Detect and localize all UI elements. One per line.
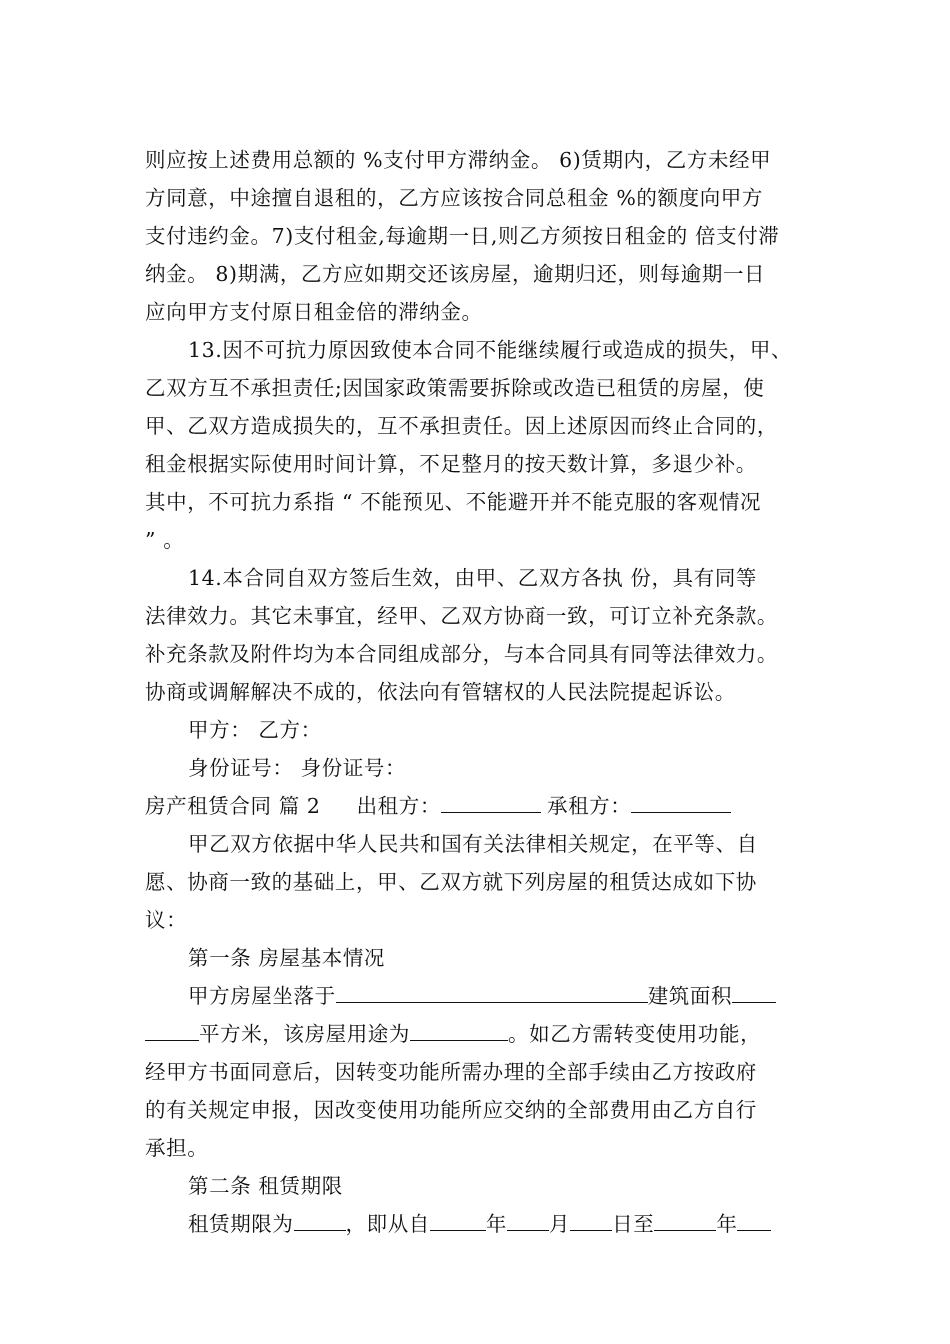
start-day-blank	[570, 1210, 612, 1231]
to-label: 日至	[612, 1212, 655, 1236]
location-line	[188, 982, 776, 1010]
signature-id-numbers: 身份证号： 身份证号：	[188, 756, 407, 780]
location-blank	[336, 982, 648, 1003]
end-month-blank	[737, 1210, 771, 1231]
text-line: 承担。	[145, 1136, 209, 1160]
text-line: 纳金。 8)期满，乙方应如期交还该房屋，逾期归还，则每逾期一日	[145, 262, 766, 286]
preamble-start: 甲乙双方依据中华人民共和国有关法律相关规定，在平等、自	[188, 832, 758, 856]
location-label: 甲方房屋坐落于	[188, 984, 336, 1008]
signature-parties: 甲方： 乙方：	[188, 718, 322, 742]
text-line: ” 。	[145, 528, 185, 552]
year-label-2: 年	[716, 1212, 738, 1236]
usage-label: 平方米，该房屋用途为	[199, 1022, 410, 1046]
floor-area-label: 建筑面积	[647, 984, 733, 1008]
article-2-heading: 第二条 租赁期限	[188, 1174, 343, 1198]
usage-change-text: 。如乙方需转变使用功能，	[508, 1022, 762, 1046]
lessee-label: 承租方：	[546, 794, 632, 818]
lessor-blank	[441, 792, 541, 813]
text-line: 补充条款及附件均为本合同组成部分，与本合同具有同等法律效力。	[145, 642, 778, 666]
term-label: 租赁期限为	[188, 1212, 294, 1236]
from-label: ，即从自	[345, 1212, 430, 1236]
start-year-blank	[430, 1210, 486, 1231]
term-blank	[294, 1210, 346, 1231]
text-line: 乙双方互不承担责任;因国家政策需要拆除或改造已租赁的房屋，使	[145, 376, 765, 400]
month-label: 月	[549, 1212, 571, 1236]
lessor-label: 出租方：	[356, 794, 441, 818]
clause-14-start: 14.本合同自双方签后生效，由甲、乙双方各执 份，具有同等	[188, 566, 758, 590]
text-line: 甲、乙双方造成损失的，互不承担责任。因上述原因而终止合同的，	[145, 414, 778, 438]
clause-13-start: 13.因不可抗力原因致使本合同不能继续履行或造成的损失，甲、	[188, 338, 793, 362]
text-line: 的有关规定申报，因改变使用功能所应交纳的全部费用由乙方自行	[145, 1098, 757, 1122]
article-1-heading: 第一条 房屋基本情况	[188, 946, 386, 970]
floor-area-blank	[732, 982, 776, 1003]
lessee-blank	[631, 792, 731, 813]
text-line: 协商或调解解决不成的，依法向有管辖权的人民法院提起诉讼。	[145, 680, 736, 704]
text-line: 支付违约金。7)支付租金,每逾期一日,则乙方须按日租金的 倍支付滞	[145, 224, 780, 248]
text-line: 应向甲方支付原日租金倍的滞纳金。	[145, 300, 483, 324]
text-line: 租金根据实际使用时间计算，不足整月的按天数计算，多退少补。	[145, 452, 757, 476]
text-line: 其中，不可抗力系指 “ 不能预见、不能避开并不能克服的客观情况	[145, 490, 762, 514]
text-line: 法律效力。其它未事宜，经甲、乙双方协商一致，可订立补充条款。	[145, 604, 778, 628]
text-line: 经甲方书面同意后，因转变功能所需办理的全部手续由乙方按政府	[145, 1060, 757, 1084]
text-line: 方同意，中途擅自退租的，乙方应该按合同总租金 %的额度向甲方	[145, 186, 763, 210]
end-year-blank	[654, 1210, 716, 1231]
floor-area-blank-cont	[145, 1020, 199, 1041]
lease-term-line	[188, 1210, 771, 1238]
year-label: 年	[485, 1212, 508, 1236]
usage-blank	[410, 1020, 508, 1041]
text-line: 议：	[145, 908, 188, 932]
text-line: 则应按上述费用总额的 %支付甲方滞纳金。 6)赁期内，乙方未经甲	[145, 148, 772, 172]
text-line: 愿、协商一致的基础上，甲、乙双方就下列房屋的租赁达成如下协	[145, 870, 757, 894]
area-usage-line	[145, 1020, 761, 1048]
start-month-blank	[507, 1210, 549, 1231]
contract-2-title: 房产租赁合同 篇 2	[145, 794, 321, 818]
contract-2-heading	[145, 792, 731, 820]
